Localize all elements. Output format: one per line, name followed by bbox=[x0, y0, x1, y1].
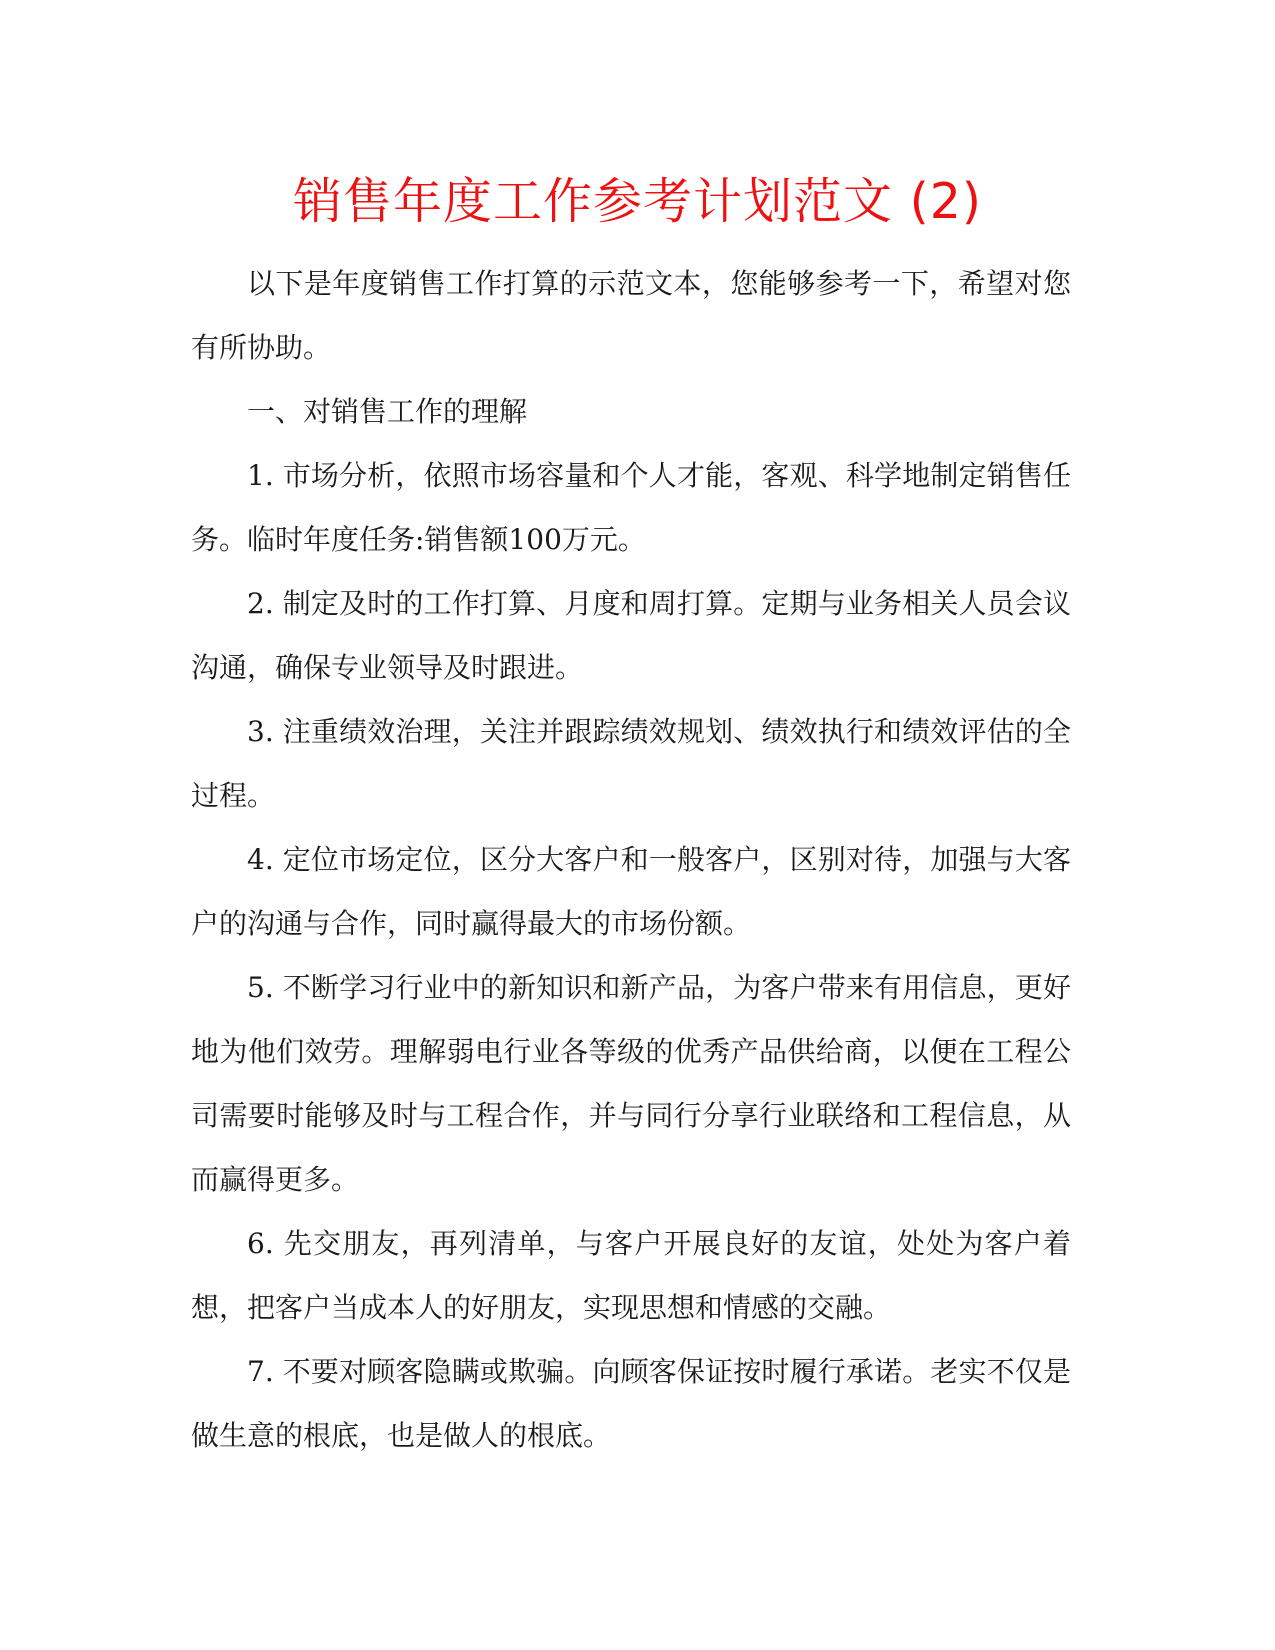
intro-paragraph: 以下是年度销售工作打算的示范文本，您能够参考一下，希望对您有所协助。 bbox=[191, 267, 1071, 364]
list-item-7: 7. 不要对顾客隐瞒或欺骗。向顾客保证按时履行承诺。老实不仅是做生意的根底，也是做人的根底。 bbox=[191, 1355, 1071, 1452]
list-item-4: 4. 定位市场定位，区分大客户和一般客户，区别对待，加强与大客户的沟通与合作，同时赢得最大的市场份额。 bbox=[191, 843, 1071, 940]
list-item-3: 3. 注重绩效治理，关注并跟踪绩效规划、绩效执行和绩效评估的全过程。 bbox=[191, 715, 1071, 812]
section-heading: 一、对销售工作的理解 bbox=[247, 395, 528, 428]
document-title: 销售年度工作参考计划范文 (2) bbox=[293, 173, 982, 230]
list-item-6: 6. 先交朋友，再列清单，与客户开展良好的友谊，处处为客户着想，把客户当成本人的好朋友，实现思想和情感的交融。 bbox=[191, 1227, 1071, 1324]
document-body bbox=[191, 252, 1071, 1468]
list-item-5: 5. 不断学习行业中的新知识和新产品，为客户带来有用信息，更好地为他们效劳。理解弱电行业各等级的优秀产品供给商，以便在工程公司需要时能够及时与工程合作，并与同行分享行业联络和工程信息，从而赢得更多。 bbox=[191, 971, 1071, 1196]
list-item-2: 2. 制定及时的工作打算、月度和周打算。定期与业务相关人员会议沟通，确保专业领导及时跟进。 bbox=[191, 587, 1071, 684]
list-item-1: 1. 市场分析，依照市场容量和个人才能，客观、科学地制定销售任务。临时年度任务:销售额100万元。 bbox=[191, 459, 1071, 556]
